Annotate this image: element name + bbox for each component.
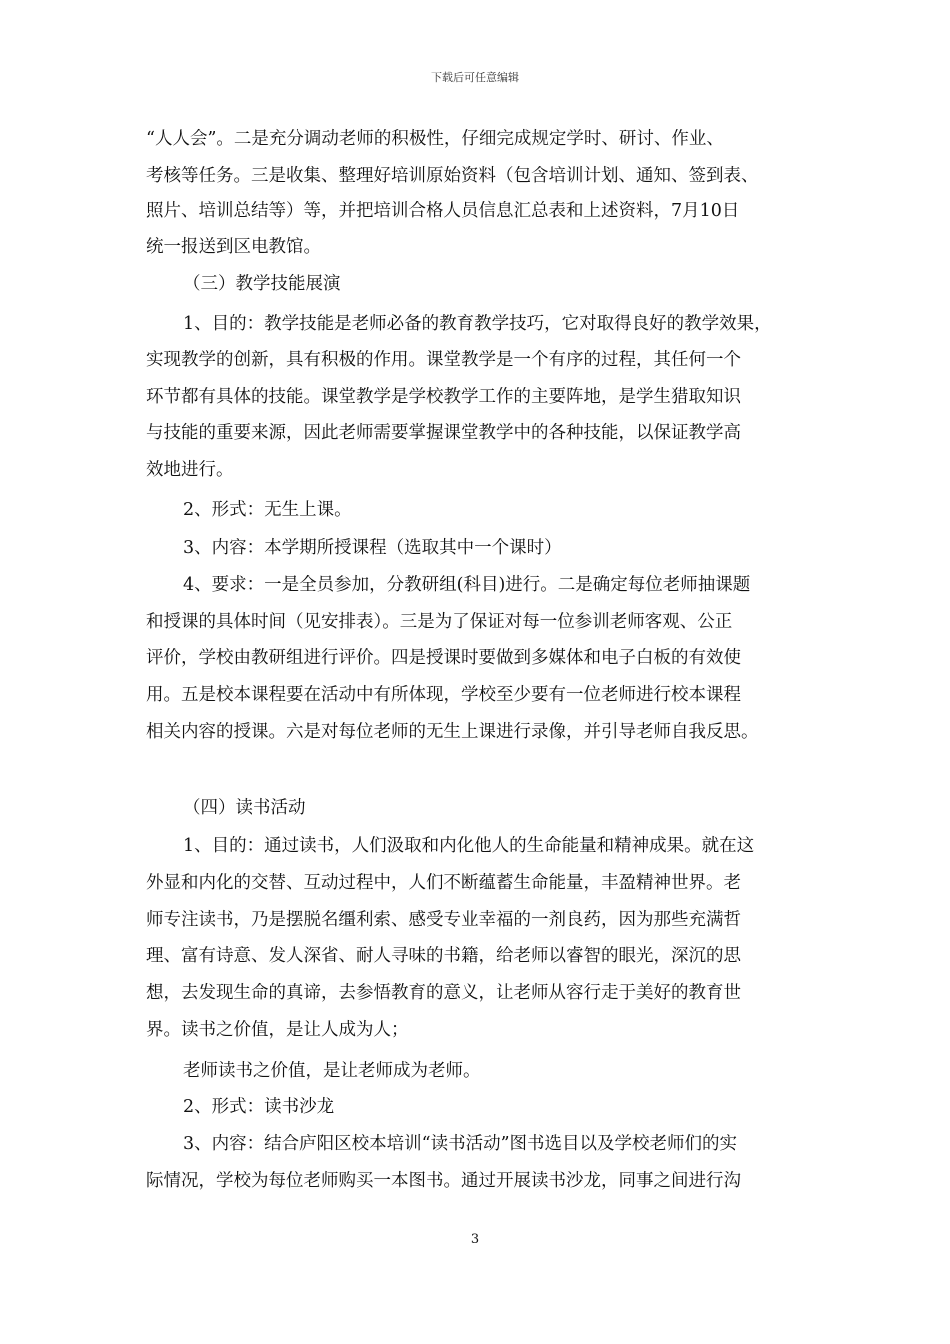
body-line: 和授课的具体时间（见安排表）。三是为了保证对每一位参训老师客观、公正 [146,612,733,632]
body-line: 4、要求：一是全员参加，分教研组(科目)进行。二是确定每位老师抽课题 [183,575,751,595]
page-header: 下载后可任意编辑 [431,71,519,84]
body-line: 统一报送到区电教馆。 [146,237,321,257]
body-line: 2、形式：无生上课。 [183,500,352,520]
page-number: 3 [470,1232,480,1247]
body-line: 际情况，学校为每位老师购买一本图书。通过开展读书沙龙，同事之间进行沟 [146,1171,741,1191]
body-line: 3、内容：结合庐阳区校本培训“读书活动”图书选目以及学校老师们的实 [183,1134,738,1154]
section-heading: （四）读书活动 [183,798,306,818]
body-line: 实现教学的创新，具有积极的作用。课堂教学是一个有序的过程，其任何一个 [146,350,741,370]
body-line: 环节都有具体的技能。课堂教学是学校教学工作的主要阵地，是学生猎取知识 [146,387,741,407]
body-line: 评价，学校由教研组进行评价。四是授课时要做到多媒体和电子白板的有效使 [146,648,741,668]
body-line: 老师读书之价值，是让老师成为老师。 [183,1061,481,1081]
body-line: 考核等任务。三是收集、整理好培训原始资料（包含培训计划、通知、签到表、 [146,166,759,186]
body-line: 照片、培训总结等）等，并把培训合格人员信息汇总表和上述资料，7月10日 [146,201,740,221]
body-line: 理、富有诗意、发人深省、耐人寻味的书籍，给老师以睿智的眼光，深沉的思 [146,946,741,966]
body-line: 用。五是校本课程要在活动中有所体现，学校至少要有一位老师进行校本课程 [146,685,741,705]
body-line: “人人会”。二是充分调动老师的积极性，仔细完成规定学时、研讨、作业、 [146,129,724,149]
body-line: 想，去发现生命的真谛，去参悟教育的意义，让老师从容行走于美好的教育世 [146,983,741,1003]
body-line: 相关内容的授课。六是对每位老师的无生上课进行录像，并引导老师自我反思。 [146,722,759,742]
body-line: 1、目的：通过读书，人们汲取和内化他人的生命能量和精神成果。就在这 [183,836,755,856]
body-line: 1、目的：教学技能是老师必备的教育教学技巧，它对取得良好的教学效果， [183,314,772,334]
body-line: 效地进行。 [146,460,234,480]
section-heading: （三）教学技能展演 [183,274,341,294]
body-line: 界。读书之价值，是让人成为人； [146,1020,409,1040]
body-line: 3、内容：本学期所授课程（选取其中一个课时） [183,538,562,558]
body-line: 师专注读书，乃是摆脱名缰利索、感受专业幸福的一剂良药，因为那些充满哲 [146,910,741,930]
body-line: 外显和内化的交替、互动过程中，人们不断蕴蓄生命能量，丰盈精神世界。老 [146,873,741,893]
body-line: 与技能的重要来源，因此老师需要掌握课堂教学中的各种技能，以保证教学高 [146,423,741,443]
body-line: 2、形式：读书沙龙 [183,1097,335,1117]
